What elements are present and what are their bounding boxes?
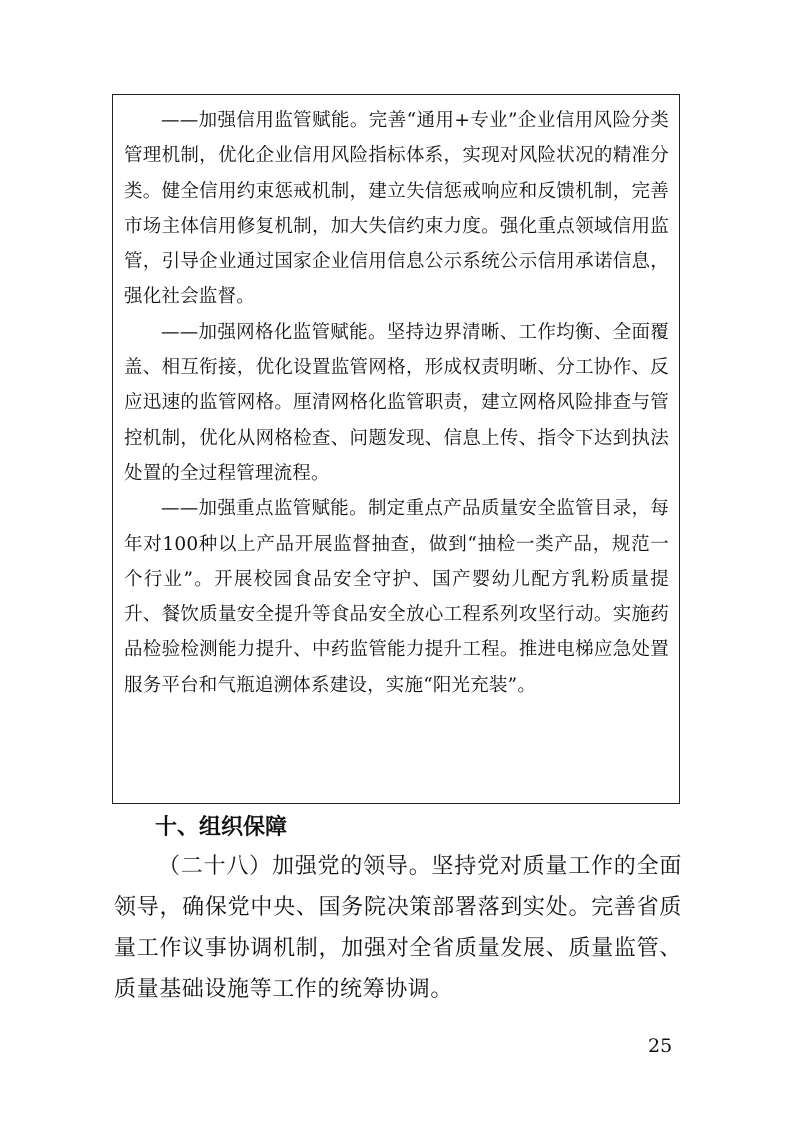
section-heading: 十、组织保障 [155,815,288,840]
page-number: 25 [648,1035,673,1057]
policy-text-box [112,94,680,804]
party-leadership-paragraph: （二十八）加强党的领导。坚持党对质量工作的全面领导，确保党中央、国务院决策部署落到实处。完善省质量工作议事协调机制，加强对全省质量发展、质量监管、质量基础设施等工作的统筹协调。 [114,854,682,1002]
key-supervision-paragraph: ——加强重点监管赋能。制定重点产品质量安全监管目录，每年对100种以上产品开展监督抽查，做到“抽检一类产品，规范一个行业”。开展校园食品安全守护、国产婴幼儿配方乳粉质量提升、餐饮质量安全提升等食品安全放心工程系列攻坚行动。实施药品检验检测能力提升、中药监管能力提升工程。推进电梯应急处置服务平台和气瓶追溯体系建设，实施“阳光充装”。 [124,498,669,696]
grid-supervision-paragraph: ——加强网格化监管赋能。坚持边界清晰、工作均衡、全面覆盖、相互衔接，优化设置监管网格，形成权责明晰、分工协作、反应迅速的监管网格。厘清网格化监管职责，建立网格风险排查与管控机制，优化从网格检查、问题发现、信息上传、指令下达到执法处置的全过程管理流程。 [124,321,669,484]
credit-supervision-paragraph: ——加强信用监管赋能。完善“通用+专业”企业信用风险分类管理机制，优化企业信用风险指标体系，实现对风险状况的精准分类。健全信用约束惩戒机制，建立失信惩戒响应和反馈机制，完善市场主体信用修复机制，加大失信约束力度。强化重点领域信用监管，引导企业通过国家企业信用信息公示系统公示信用承诺信息，强化社会监督。 [124,110,669,308]
